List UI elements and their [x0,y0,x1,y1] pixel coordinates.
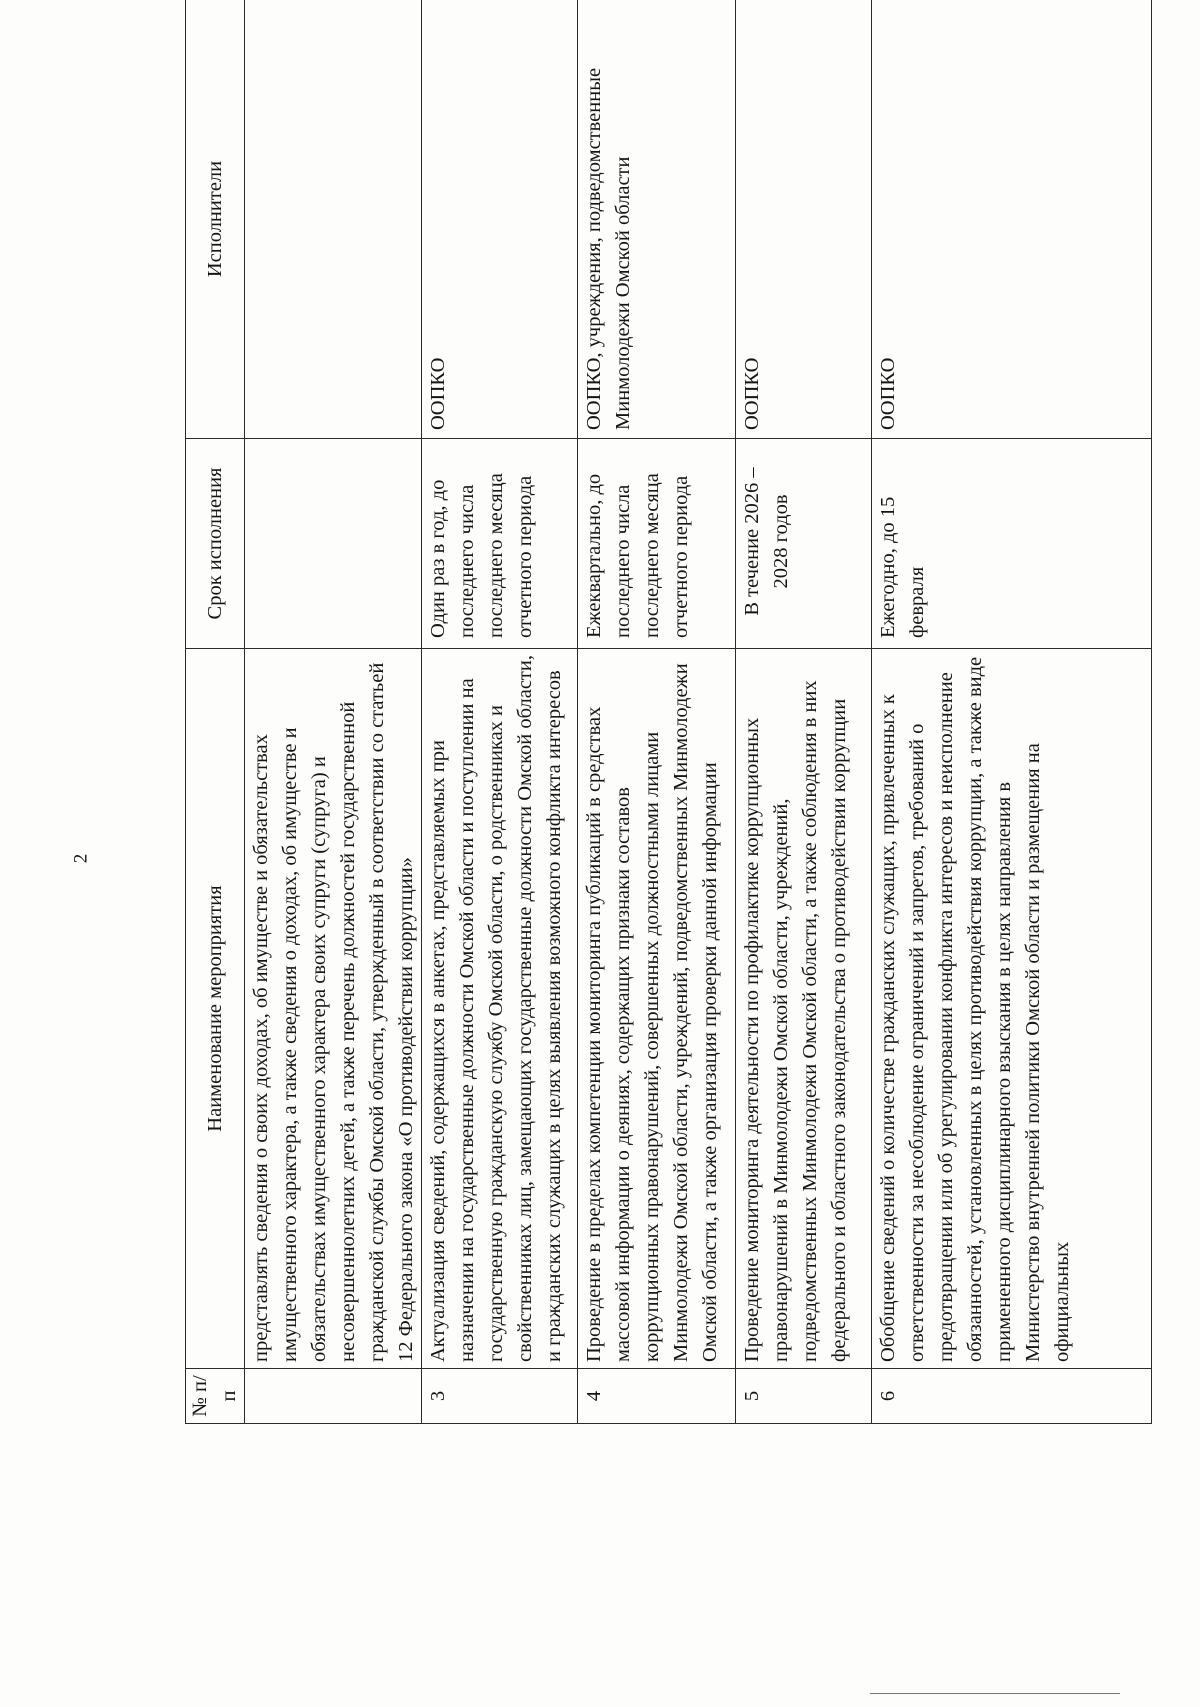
table-row [736,0,872,1424]
row-exec: ООПКО [872,0,1152,439]
table-row [578,0,736,1424]
row-exec [245,0,422,439]
header-term: Срок исполнения [186,439,245,649]
row-name: Проведение в пределах компетенции мониторинга публикаций в средствах массовой информации о деяниях, содержащих признаки составов коррупционных правонарушений, совершенных должностными лицами Минмолодежи Омской области, учреждений, подведомственных Минмолодежи Омской области, а также организация проверки данной информации [578,649,736,1369]
table-row [872,0,1152,1424]
measures-table [185,0,1152,1424]
row-name: представлять сведения о своих доходах, об имуществе и обязательствах имущественного характера, а также сведения о доходах, об имуществе и обязательствах имущественного характера своих супруги (супруга) и несовершеннолетних детей, а также перечень должностей государственной гражданской службы Омской области, утвержденный в соответствии со статьей 12 Федерального закона «О противодействии коррупции» [245,649,422,1369]
row-exec: ООПКО [422,0,578,439]
row-num: 5 [736,1369,872,1424]
row-exec: ООПКО, учреждения, подведомственные Минмолодежи Омской области [578,0,736,439]
header-name: Наименование мероприятия [186,649,245,1369]
row-name: Обобщение сведений о количестве гражданских служащих, привлеченных к ответственности за несоблюдение ограничений и запретов, требований о предотвращении или об урегулировании конфликта интересов и неисполнение обязанностей, установленных в целях противодействия коррупции, а также виде примененного дисциплинарного взыскания в целях направления в Министерство внутренней политики Омской области и размещения на официальных [872,649,1152,1369]
row-exec: ООПКО [736,0,872,439]
table-row [422,0,578,1424]
row-num: 6 [872,1369,1152,1424]
row-name: Проведение мониторинга деятельности по профилактике коррупционных правонарушений в Минмолодежи Омской области, учреждений, подведомственных Минмолодежи Омской области, а также соблюдения в них федерального и областного законодательства о противодействии коррупции [736,649,872,1369]
row-num: 3 [422,1369,578,1424]
row-term: Один раз в год, до последнего числа последнего месяца отчетного периода [422,439,578,649]
row-term [245,439,422,649]
row-term: Ежеквартально, до последнего числа последнего месяца отчетного периода [578,439,736,649]
row-term: В течение 2026 – 2028 годов [736,439,872,649]
rotated-page-content [185,0,1112,1424]
table-row [245,0,422,1424]
row-name: Актуализация сведений, содержащихся в анкетах, представляемых при назначении на государственные должности Омской области и поступлении на государственную гражданскую службу Омской области, о родственниках и свойственниках лиц, замещающих государственные должности Омской области, и гражданских служащих в целях выявления возможного конфликта интересов [422,649,578,1369]
row-term: Ежегодно, до 15 февраля [872,439,1152,649]
row-num: 4 [578,1369,736,1424]
scan-edge-line [870,1693,1120,1694]
row-num [245,1369,422,1424]
page-number: 2 [70,853,92,864]
header-exec: Исполнители [186,0,245,439]
table-header-row [186,0,245,1424]
header-num: № п/п [186,1369,245,1424]
